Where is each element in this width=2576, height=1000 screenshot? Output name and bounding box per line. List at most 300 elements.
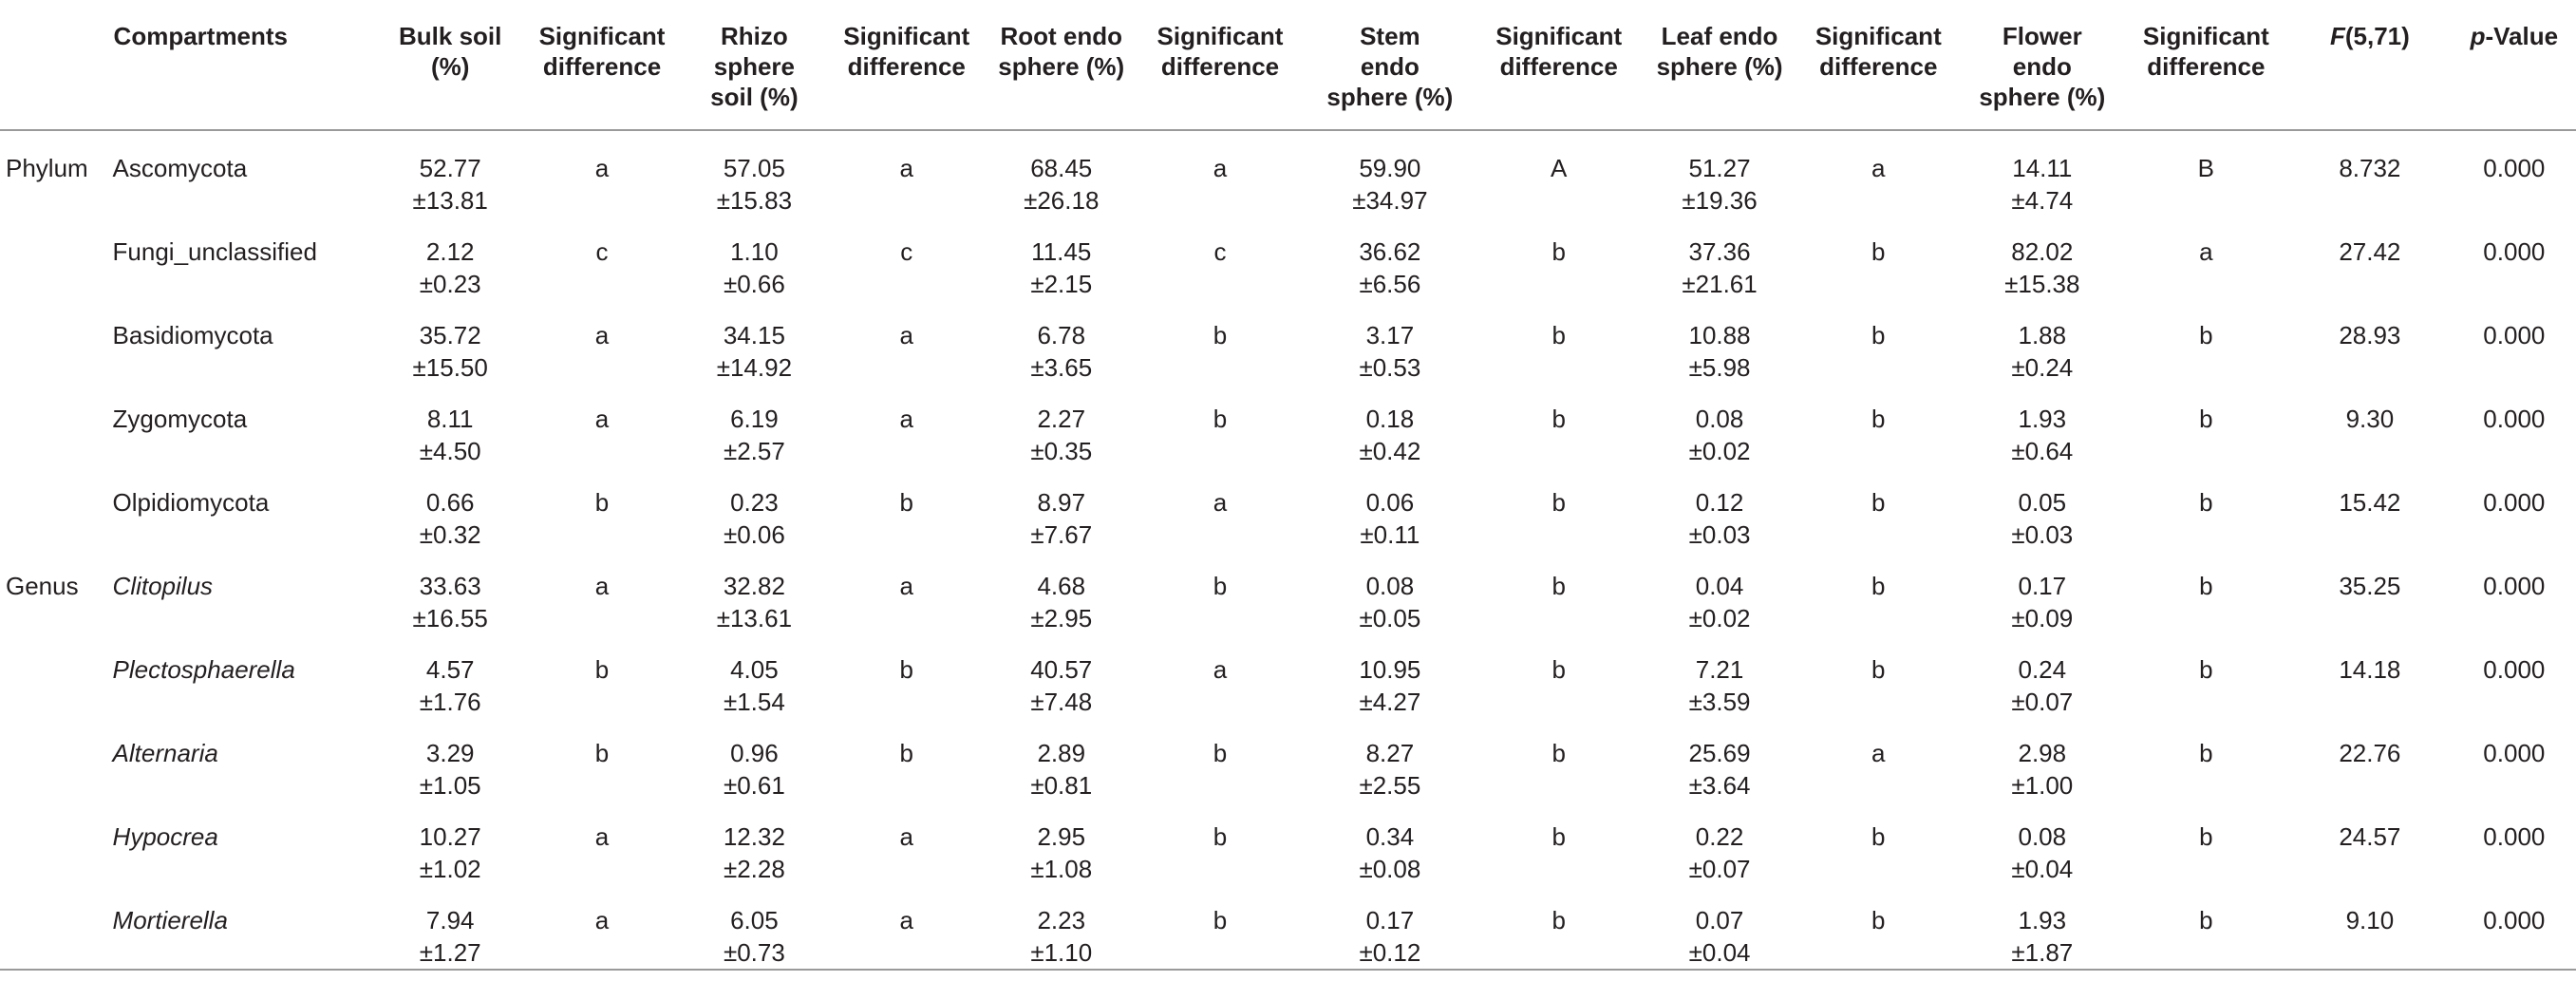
significance-letter: b (2199, 488, 2213, 517)
significance-letter: a (826, 885, 987, 970)
header-leaf (1643, 0, 1797, 130)
mean-sd-cell (1643, 384, 1797, 467)
mean-sd-cell (1643, 467, 1797, 551)
sd-value: ±1.02 (419, 855, 481, 883)
significance-letter: b (2199, 321, 2213, 349)
significance-letter: a (594, 572, 610, 600)
p-value: 0.000 (2483, 655, 2546, 684)
row-taxon-name: Fungi_unclassified (112, 237, 317, 266)
sd-value: ±0.03 (1688, 520, 1751, 549)
mean-value: 12.32 (723, 822, 785, 851)
header-sig3-line: difference (1160, 52, 1280, 81)
mean-value: 2.95 (1037, 822, 1086, 851)
significance-letter: b (2199, 739, 2213, 767)
header-stem (1305, 0, 1476, 130)
p-value: 0.000 (2483, 405, 2546, 433)
header-rhizo-line: sphere (713, 52, 796, 81)
mean-sd-cell (1960, 634, 2125, 718)
mean-sd-cell (1643, 130, 1797, 217)
header-sig1-line: Significant (538, 22, 666, 50)
f-statistic-value: 8.732 (2339, 154, 2401, 182)
row-group-label (0, 300, 113, 384)
p-value: 0.000 (2453, 885, 2576, 970)
significance-letter: b (1871, 405, 1886, 433)
header-stem-line: endo (1360, 52, 1420, 81)
sd-value: ±3.59 (1688, 688, 1751, 716)
table-row (0, 634, 2576, 718)
sd-value: ±7.67 (1030, 520, 1093, 549)
mean-value: 3.29 (425, 739, 475, 767)
header-stem-line: Stem (1360, 22, 1420, 50)
significance-letter: b (2199, 405, 2213, 433)
mean-sd-cell (987, 217, 1136, 300)
sd-value: ±1.27 (419, 938, 481, 967)
significance-letter: a (594, 154, 610, 182)
table-header (0, 0, 2576, 130)
mean-value: 0.04 (1695, 572, 1744, 600)
significance-letter: b (1551, 739, 1566, 767)
sd-value: ±0.66 (723, 270, 785, 298)
row-group-label (0, 885, 113, 970)
mean-value: 36.62 (1359, 237, 1421, 266)
significance-letter: a (2199, 237, 2213, 266)
f-statistic-value: 9.10 (2287, 885, 2453, 970)
mean-sd-cell (683, 384, 826, 467)
significance-letter: a (899, 822, 913, 851)
mean-sd-cell (1960, 802, 2125, 885)
table-row (0, 802, 2576, 885)
header-flower-line: Flower (2002, 22, 2082, 50)
significance-letter: c (900, 237, 913, 266)
row-taxon-name: Ascomycota (112, 154, 248, 182)
f-statistic-value: 14.18 (2339, 655, 2401, 684)
header-row (0, 0, 2576, 130)
mean-sd-cell (683, 217, 826, 300)
significance-letter: b (1551, 655, 1566, 684)
p-value: 0.000 (2483, 572, 2546, 600)
mean-value: 40.57 (1030, 655, 1093, 684)
mean-sd-cell (1643, 802, 1797, 885)
mean-value: 1.88 (2018, 321, 2067, 349)
sd-value: ±0.24 (2011, 353, 2074, 382)
significance-letter: b (1551, 822, 1566, 851)
mean-sd-cell (379, 384, 521, 467)
mean-value: 57.05 (723, 154, 785, 182)
p-value: 0.000 (2483, 822, 2546, 851)
row-taxon-name: Clitopilus (112, 572, 214, 600)
table-body (0, 130, 2576, 970)
header-leaf-line: Leaf endo (1661, 22, 1778, 50)
mean-sd-cell (987, 718, 1136, 802)
header-sig6 (2125, 0, 2287, 130)
sd-value: ±1.54 (723, 688, 785, 716)
header-rhizo-line: Rhizo (721, 22, 788, 50)
sd-value: ±0.05 (1359, 604, 1421, 632)
sd-value: ±1.08 (1030, 855, 1093, 883)
p-value: 0.000 (2483, 488, 2546, 517)
sd-value: ±0.61 (723, 771, 785, 800)
significance-letter: a (594, 822, 610, 851)
mean-sd-cell (987, 384, 1136, 467)
mean-value: 0.08 (1695, 405, 1744, 433)
mean-sd-cell (683, 802, 826, 885)
sd-value: ±15.83 (716, 186, 793, 215)
mean-value: 0.12 (1695, 488, 1744, 517)
header-f-rest: (5,71) (2344, 22, 2410, 50)
mean-sd-cell (379, 551, 521, 634)
sd-value: ±0.42 (1359, 437, 1421, 465)
mean-sd-cell (987, 802, 1136, 885)
mean-value: 10.27 (419, 822, 481, 851)
sd-value: ±13.81 (412, 186, 488, 215)
mean-sd-cell (683, 130, 826, 217)
significance-letter: a (1213, 488, 1228, 517)
significance-letter: a (899, 405, 913, 433)
significance-letter: b (1213, 572, 1228, 600)
mean-sd-cell (683, 718, 826, 802)
row-group-label (0, 718, 113, 802)
significance-letter: a (899, 154, 913, 182)
row-taxon-name: Zygomycota (112, 405, 248, 433)
mean-sd-cell (1643, 217, 1797, 300)
header-stem-line: sphere (%) (1326, 83, 1454, 111)
mean-sd-cell (1305, 217, 1476, 300)
significance-letter: b (1136, 885, 1305, 970)
mean-value: 7.21 (1695, 655, 1744, 684)
mean-value: 37.36 (1688, 237, 1751, 266)
table-row (0, 130, 2576, 217)
row-taxon-name: Plectosphaerella (112, 655, 295, 684)
sd-value: ±0.06 (723, 520, 785, 549)
significance-letter: a (1213, 154, 1228, 182)
header-sig5-line: Significant (1814, 22, 1942, 50)
header-leaf-line: sphere (%) (1656, 52, 1783, 81)
header-sig6-line: Significant (2142, 22, 2269, 50)
mean-sd-cell (1960, 885, 2125, 970)
significance-letter: b (1551, 321, 1566, 349)
header-sig5 (1797, 0, 1960, 130)
significance-letter: b (1797, 885, 1960, 970)
table-row (0, 467, 2576, 551)
mean-sd-cell (379, 634, 521, 718)
mean-value: 33.63 (419, 572, 481, 600)
mean-value: 6.78 (1037, 321, 1086, 349)
mean-value: 1.10 (730, 237, 779, 266)
significance-letter: a (1871, 739, 1886, 767)
significance-letter: b (594, 488, 610, 517)
header-flower-line: endo (2012, 52, 2072, 81)
mean-sd-cell (1305, 718, 1476, 802)
sd-value: ±0.04 (2011, 855, 2074, 883)
mean-sd-cell (1305, 300, 1476, 384)
sd-value: ±3.64 (1688, 771, 1751, 800)
mean-sd-cell (683, 634, 826, 718)
row-group-label (0, 802, 113, 885)
mean-value: 51.27 (1688, 154, 1751, 182)
significance-letter: b (1213, 822, 1228, 851)
mean-sd-cell (1305, 551, 1476, 634)
header-sig1-line: difference (542, 52, 662, 81)
header-sig4-line: difference (1499, 52, 1618, 81)
header-f-statistic (2287, 0, 2453, 130)
sd-value: ±2.55 (1359, 771, 1421, 800)
mean-sd-cell (1960, 467, 2125, 551)
mean-value: 4.68 (1037, 572, 1086, 600)
sd-value: ±0.04 (1688, 938, 1751, 967)
mean-value: 2.23 (1037, 906, 1086, 934)
row-group-label: Genus (6, 572, 79, 600)
significance-letter: c (595, 237, 609, 266)
row-group-label (0, 634, 113, 718)
mean-value: 0.07 (1695, 906, 1744, 934)
mean-sd-cell (1305, 384, 1476, 467)
mean-value: 34.15 (723, 321, 785, 349)
sd-value: ±1.76 (419, 688, 481, 716)
header-sig3-line: Significant (1156, 22, 1284, 50)
mean-sd-cell (1305, 885, 1476, 970)
header-flower-line: sphere (%) (1979, 83, 2106, 111)
significance-letter: a (521, 885, 682, 970)
header-p-italic: p (2470, 22, 2486, 50)
significance-letter: a (1213, 655, 1228, 684)
mean-sd-cell (683, 885, 826, 970)
header-sig2 (826, 0, 987, 130)
mean-value: 59.90 (1359, 154, 1421, 182)
f-statistic-value: 22.76 (2339, 739, 2401, 767)
significance-letter: b (899, 488, 913, 517)
mean-value: 52.77 (419, 154, 481, 182)
mean-sd-cell (1643, 300, 1797, 384)
mean-sd-cell (379, 802, 521, 885)
mean-sd-cell (683, 300, 826, 384)
f-statistic-value: 27.42 (2339, 237, 2401, 266)
mean-value: 14.11 (2012, 154, 2073, 182)
significance-letter: b (2199, 822, 2213, 851)
mean-sd-cell (379, 467, 521, 551)
sd-value: ±15.50 (412, 353, 488, 382)
header-sig6-line: difference (2147, 52, 2266, 81)
sd-value: ±0.73 (723, 938, 785, 967)
mean-sd-cell (379, 130, 521, 217)
significance-letter: c (1213, 237, 1227, 266)
mean-value: 0.08 (1365, 572, 1415, 600)
sd-value: ±3.65 (1030, 353, 1093, 382)
row-taxon-name: Mortierella (113, 885, 380, 970)
mean-value: 0.05 (2018, 488, 2067, 517)
mean-value: 10.88 (1688, 321, 1751, 349)
mean-sd-cell (1960, 551, 2125, 634)
table-row (0, 384, 2576, 467)
mean-value: 2.12 (425, 237, 475, 266)
sd-value: ±0.07 (1688, 855, 1751, 883)
significance-letter: b (1213, 739, 1228, 767)
significance-letter: b (1476, 885, 1643, 970)
mean-sd-cell (1960, 217, 2125, 300)
sd-value: ±13.61 (716, 604, 793, 632)
significance-letter: b (1871, 822, 1886, 851)
sd-value: ±1.87 (2011, 938, 2074, 967)
sd-value: ±34.97 (1352, 186, 1428, 215)
header-compartments: Compartments (113, 0, 380, 130)
sd-value: ±0.07 (2011, 688, 2074, 716)
mean-value: 0.22 (1695, 822, 1744, 851)
sd-value: ±16.55 (412, 604, 488, 632)
significance-letter: b (2125, 885, 2287, 970)
mean-value: 2.27 (1037, 405, 1086, 433)
row-taxon-name: Alternaria (112, 739, 218, 767)
table-row (0, 551, 2576, 634)
mean-sd-cell (1960, 718, 2125, 802)
significance-letter: b (1871, 488, 1886, 517)
mean-sd-cell (379, 300, 521, 384)
f-statistic-value: 35.25 (2339, 572, 2401, 600)
row-group-label (0, 384, 113, 467)
sd-value: ±14.92 (716, 353, 793, 382)
row-taxon-name: Olpidiomycota (112, 488, 270, 517)
f-statistic-value: 9.30 (2345, 405, 2395, 433)
sd-value: ±7.48 (1030, 688, 1093, 716)
mean-sd-cell (1305, 802, 1476, 885)
mean-value: 0.17 (1365, 906, 1415, 934)
row-taxon-name: Hypocrea (112, 822, 218, 851)
mean-value: 11.45 (1031, 237, 1092, 266)
significance-letter: a (899, 321, 913, 349)
sd-value: ±0.11 (1360, 520, 1420, 549)
sd-value: ±0.12 (1359, 938, 1421, 967)
sd-value: ±0.03 (2011, 520, 2074, 549)
sd-value: ±0.81 (1030, 771, 1093, 800)
header-sig1 (521, 0, 682, 130)
mean-sd-cell (1643, 885, 1797, 970)
mean-value: 82.02 (2011, 237, 2074, 266)
header-root (987, 0, 1136, 130)
header-sig2-line: Significant (843, 22, 970, 50)
significance-letter: A (1551, 154, 1568, 182)
sd-value: ±4.50 (419, 437, 481, 465)
header-sig4 (1476, 0, 1643, 130)
mean-sd-cell (1960, 384, 2125, 467)
significance-letter: b (1871, 655, 1886, 684)
mean-sd-cell (1305, 467, 1476, 551)
f-statistic-value: 24.57 (2339, 822, 2401, 851)
sd-value: ±1.10 (1030, 938, 1093, 967)
row-taxon-name: Basidiomycota (112, 321, 273, 349)
row-group-label (0, 217, 113, 300)
mean-value: 4.05 (730, 655, 779, 684)
table-row (0, 217, 2576, 300)
row-group-label: Phylum (6, 154, 88, 182)
sd-value: ±0.35 (1030, 437, 1093, 465)
header-group (0, 0, 113, 130)
sd-value: ±1.00 (2011, 771, 2074, 800)
mean-value: 0.66 (425, 488, 475, 517)
f-statistic-value: 15.42 (2339, 488, 2401, 517)
significance-letter: b (899, 739, 913, 767)
table-row (0, 300, 2576, 384)
header-flower (1960, 0, 2125, 130)
mean-value: 0.34 (1365, 822, 1415, 851)
mean-sd-cell (1305, 634, 1476, 718)
mean-sd-cell (379, 718, 521, 802)
header-sig5-line: difference (1819, 52, 1938, 81)
mean-sd-cell (379, 217, 521, 300)
sd-value: ±21.61 (1682, 270, 1758, 298)
significance-letter: b (1551, 488, 1566, 517)
sd-value: ±2.95 (1030, 604, 1093, 632)
mean-sd-cell (987, 634, 1136, 718)
p-value: 0.000 (2483, 321, 2546, 349)
mean-value: 1.93 (2018, 906, 2067, 934)
sd-value: ±6.56 (1359, 270, 1421, 298)
mean-value: 1.93 (2018, 405, 2067, 433)
mean-sd-cell (987, 551, 1136, 634)
p-value: 0.000 (2483, 739, 2546, 767)
table-row (0, 885, 2576, 970)
mean-value: 0.23 (730, 488, 779, 517)
significance-letter: b (1871, 321, 1886, 349)
significance-letter: a (899, 572, 913, 600)
mean-value: 8.97 (1037, 488, 1086, 517)
mean-sd-cell (1960, 300, 2125, 384)
mean-sd-cell (1643, 634, 1797, 718)
header-f-italic: F (2329, 22, 2345, 50)
mean-value: 0.18 (1365, 405, 1415, 433)
table-row (0, 718, 2576, 802)
significance-letter: b (1551, 572, 1566, 600)
header-bulk-line: (%) (430, 52, 470, 81)
mean-sd-cell (379, 885, 521, 970)
mean-value: 0.96 (730, 739, 779, 767)
significance-letter: b (2199, 572, 2213, 600)
sd-value: ±15.38 (2004, 270, 2080, 298)
f-statistic-value: 28.93 (2339, 321, 2401, 349)
mean-value: 0.17 (2018, 572, 2067, 600)
sd-value: ±19.36 (1682, 186, 1758, 215)
sd-value: ±5.98 (1688, 353, 1751, 382)
mean-sd-cell (683, 467, 826, 551)
p-value: 0.000 (2483, 237, 2546, 266)
mean-sd-cell (1960, 130, 2125, 217)
header-root-line: Root endo (1000, 22, 1123, 50)
sd-value: ±0.09 (2011, 604, 2074, 632)
header-p-value (2453, 0, 2576, 130)
sd-value: ±0.64 (2011, 437, 2074, 465)
mean-value: 35.72 (419, 321, 481, 349)
header-root-line: sphere (%) (998, 52, 1125, 81)
sd-value: ±0.02 (1688, 604, 1751, 632)
header-sig4-line: Significant (1495, 22, 1623, 50)
sd-value: ±2.28 (723, 855, 785, 883)
mean-sd-cell (987, 467, 1136, 551)
mean-value: 4.57 (425, 655, 475, 684)
header-sig2-line: difference (847, 52, 966, 81)
sd-value: ±0.02 (1688, 437, 1751, 465)
significance-letter: a (594, 405, 610, 433)
mean-sd-cell (1305, 130, 1476, 217)
sd-value: ±2.57 (723, 437, 785, 465)
mean-value: 2.89 (1037, 739, 1086, 767)
significance-letter: b (1551, 237, 1566, 266)
mean-value: 7.94 (425, 906, 475, 934)
significance-letter: b (1213, 405, 1228, 433)
sd-value: ±1.05 (419, 771, 481, 800)
header-rhizo (683, 0, 826, 130)
significance-letter: b (2199, 655, 2213, 684)
significance-letter: b (1871, 237, 1886, 266)
mean-value: 6.05 (730, 906, 779, 934)
mean-value: 10.95 (1359, 655, 1421, 684)
mean-value: 0.24 (2018, 655, 2067, 684)
